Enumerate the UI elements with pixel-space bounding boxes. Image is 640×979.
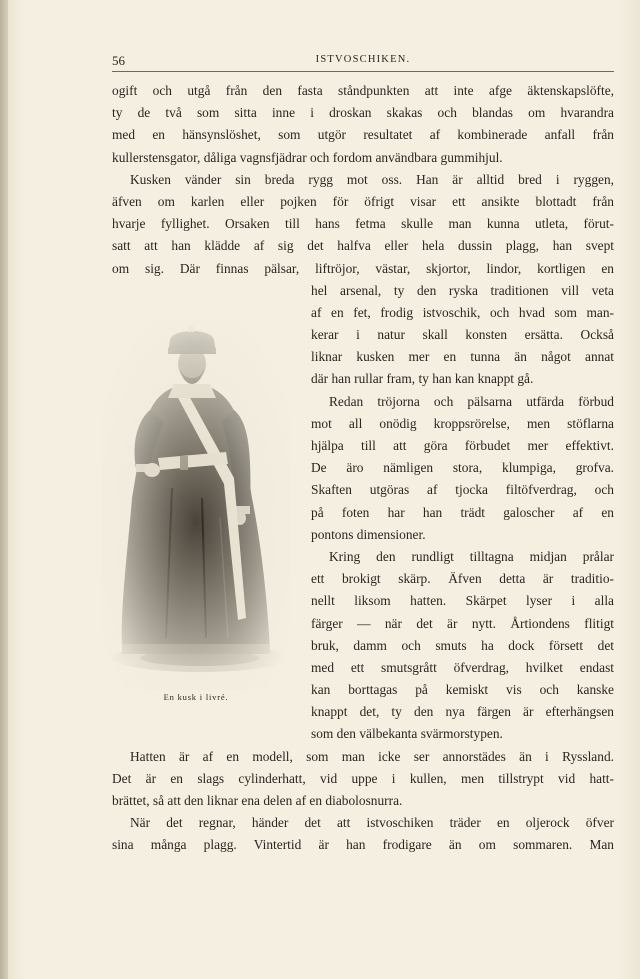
text-line: hvarje fyllighet. Orsaken till hans fetma skulle man kunna utleta, förut- (112, 216, 614, 232)
text-line: sina många plagg. Vintertid är han frodigare än om sommaren. Man (112, 837, 614, 853)
page-binding-shadow (0, 0, 8, 979)
text-line: ett brokigt skärp. Äfven detta är traditio- (311, 571, 614, 587)
page-header (112, 50, 614, 70)
text-line: på foten har han trädt galoscher af en (311, 504, 614, 520)
text-line: Kring den rundligt tilltagna midjan prålar (329, 548, 614, 564)
text-line: af en fet, frodig istvoschik, och hvad som man- (311, 304, 614, 320)
text-line: nellt liksom hatten. Skärpet lyser i alla (311, 593, 614, 609)
text-line: kerar i natur skall konsten ersätta. Också (311, 327, 614, 343)
text-line: Redan tröjorna och pälsarna utfärda förbud (329, 393, 614, 409)
text-line: bruk, damm och smuts ha dock försett det (311, 637, 614, 653)
coachman-portrait-figure (102, 318, 290, 690)
text-line: brättet, så att den liknar ena delen af en diabolosnurra. (112, 793, 403, 808)
text-line: Skaften utgöras af tjocka filtöfverdrag, och (311, 482, 614, 498)
text-line: som den välbekanta svärmorstypen. (311, 726, 503, 742)
text-line: När det regnar, händer det att istvoschiken träder en oljerock öfver (130, 815, 614, 831)
text-line: Det är en slags cylinderhatt, vid uppe i kullen, men tillstrypt vid hatt- (112, 770, 614, 786)
text-line: hjälpa till att göra förbudet mer effektivt. (311, 438, 614, 453)
page-number: 56 (112, 53, 125, 68)
text-line: med ett smutsgrått öfverdrag, hvilket endast (311, 659, 614, 675)
text-line: Kusken vänder sin breda rygg mot oss. Han är alltid bred i ryggen, (130, 171, 614, 187)
text-line: De äro nämligen stora, klumpiga, grofva. (311, 460, 614, 476)
text-line: ogift och utgå från den fasta ståndpunkten att inte afge äktenskapslöfte, (112, 83, 614, 98)
coachman-portrait-icon (102, 318, 290, 690)
text-line: där han rullar fram, ty han kan knappt gå. (311, 371, 534, 387)
figure-caption: En kusk i livré. (163, 692, 229, 702)
text-line: satt att han klädde af sig det halfva eller hela dussin plagg, han svept (112, 238, 614, 254)
text-line: hel arsenal, ty den ryska traditionen vill veta (311, 282, 614, 298)
text-line: färger — när det är nytt. Årtiondens flitigt (311, 615, 614, 631)
text-line: liknar kusken mer en tunna än något annat (311, 349, 614, 365)
header-rule (112, 71, 614, 72)
text-line: med en hänsynslöshet, som utgör resultatet af kombinerade anfall från (112, 127, 614, 143)
text-line: Hatten är af en modell, som man icke ser annorstädes än i Ryssland. (130, 748, 614, 764)
running-title: ISTVOSCHIKEN. (315, 54, 411, 65)
text-beside-figure (311, 280, 614, 746)
text-line: om sig. Där finnas pälsar, liftröjor, västar, skjortor, lindor, kortligen en (112, 260, 614, 276)
text-line: kan borttagas på kemiskt vis och kanske (311, 682, 614, 698)
text-line: pontons dimensioner. (311, 526, 426, 542)
text-line: kullerstensgator, dåliga vagnsfjädrar och fordom användbara gummihjul. (112, 149, 503, 165)
text-line: mot all onödig kroppsrörelse, men stöflarna (311, 415, 614, 431)
text-line: knappt det, ty den nya färgen är efterhängsen (311, 704, 614, 720)
text-line: äfven om karlen eller pojken för öfrigt visar ett ansikte blottadt från (112, 193, 614, 209)
text-line: ty de två som sitta inne i droskan skakas och blandas om hvarandra (112, 105, 614, 121)
